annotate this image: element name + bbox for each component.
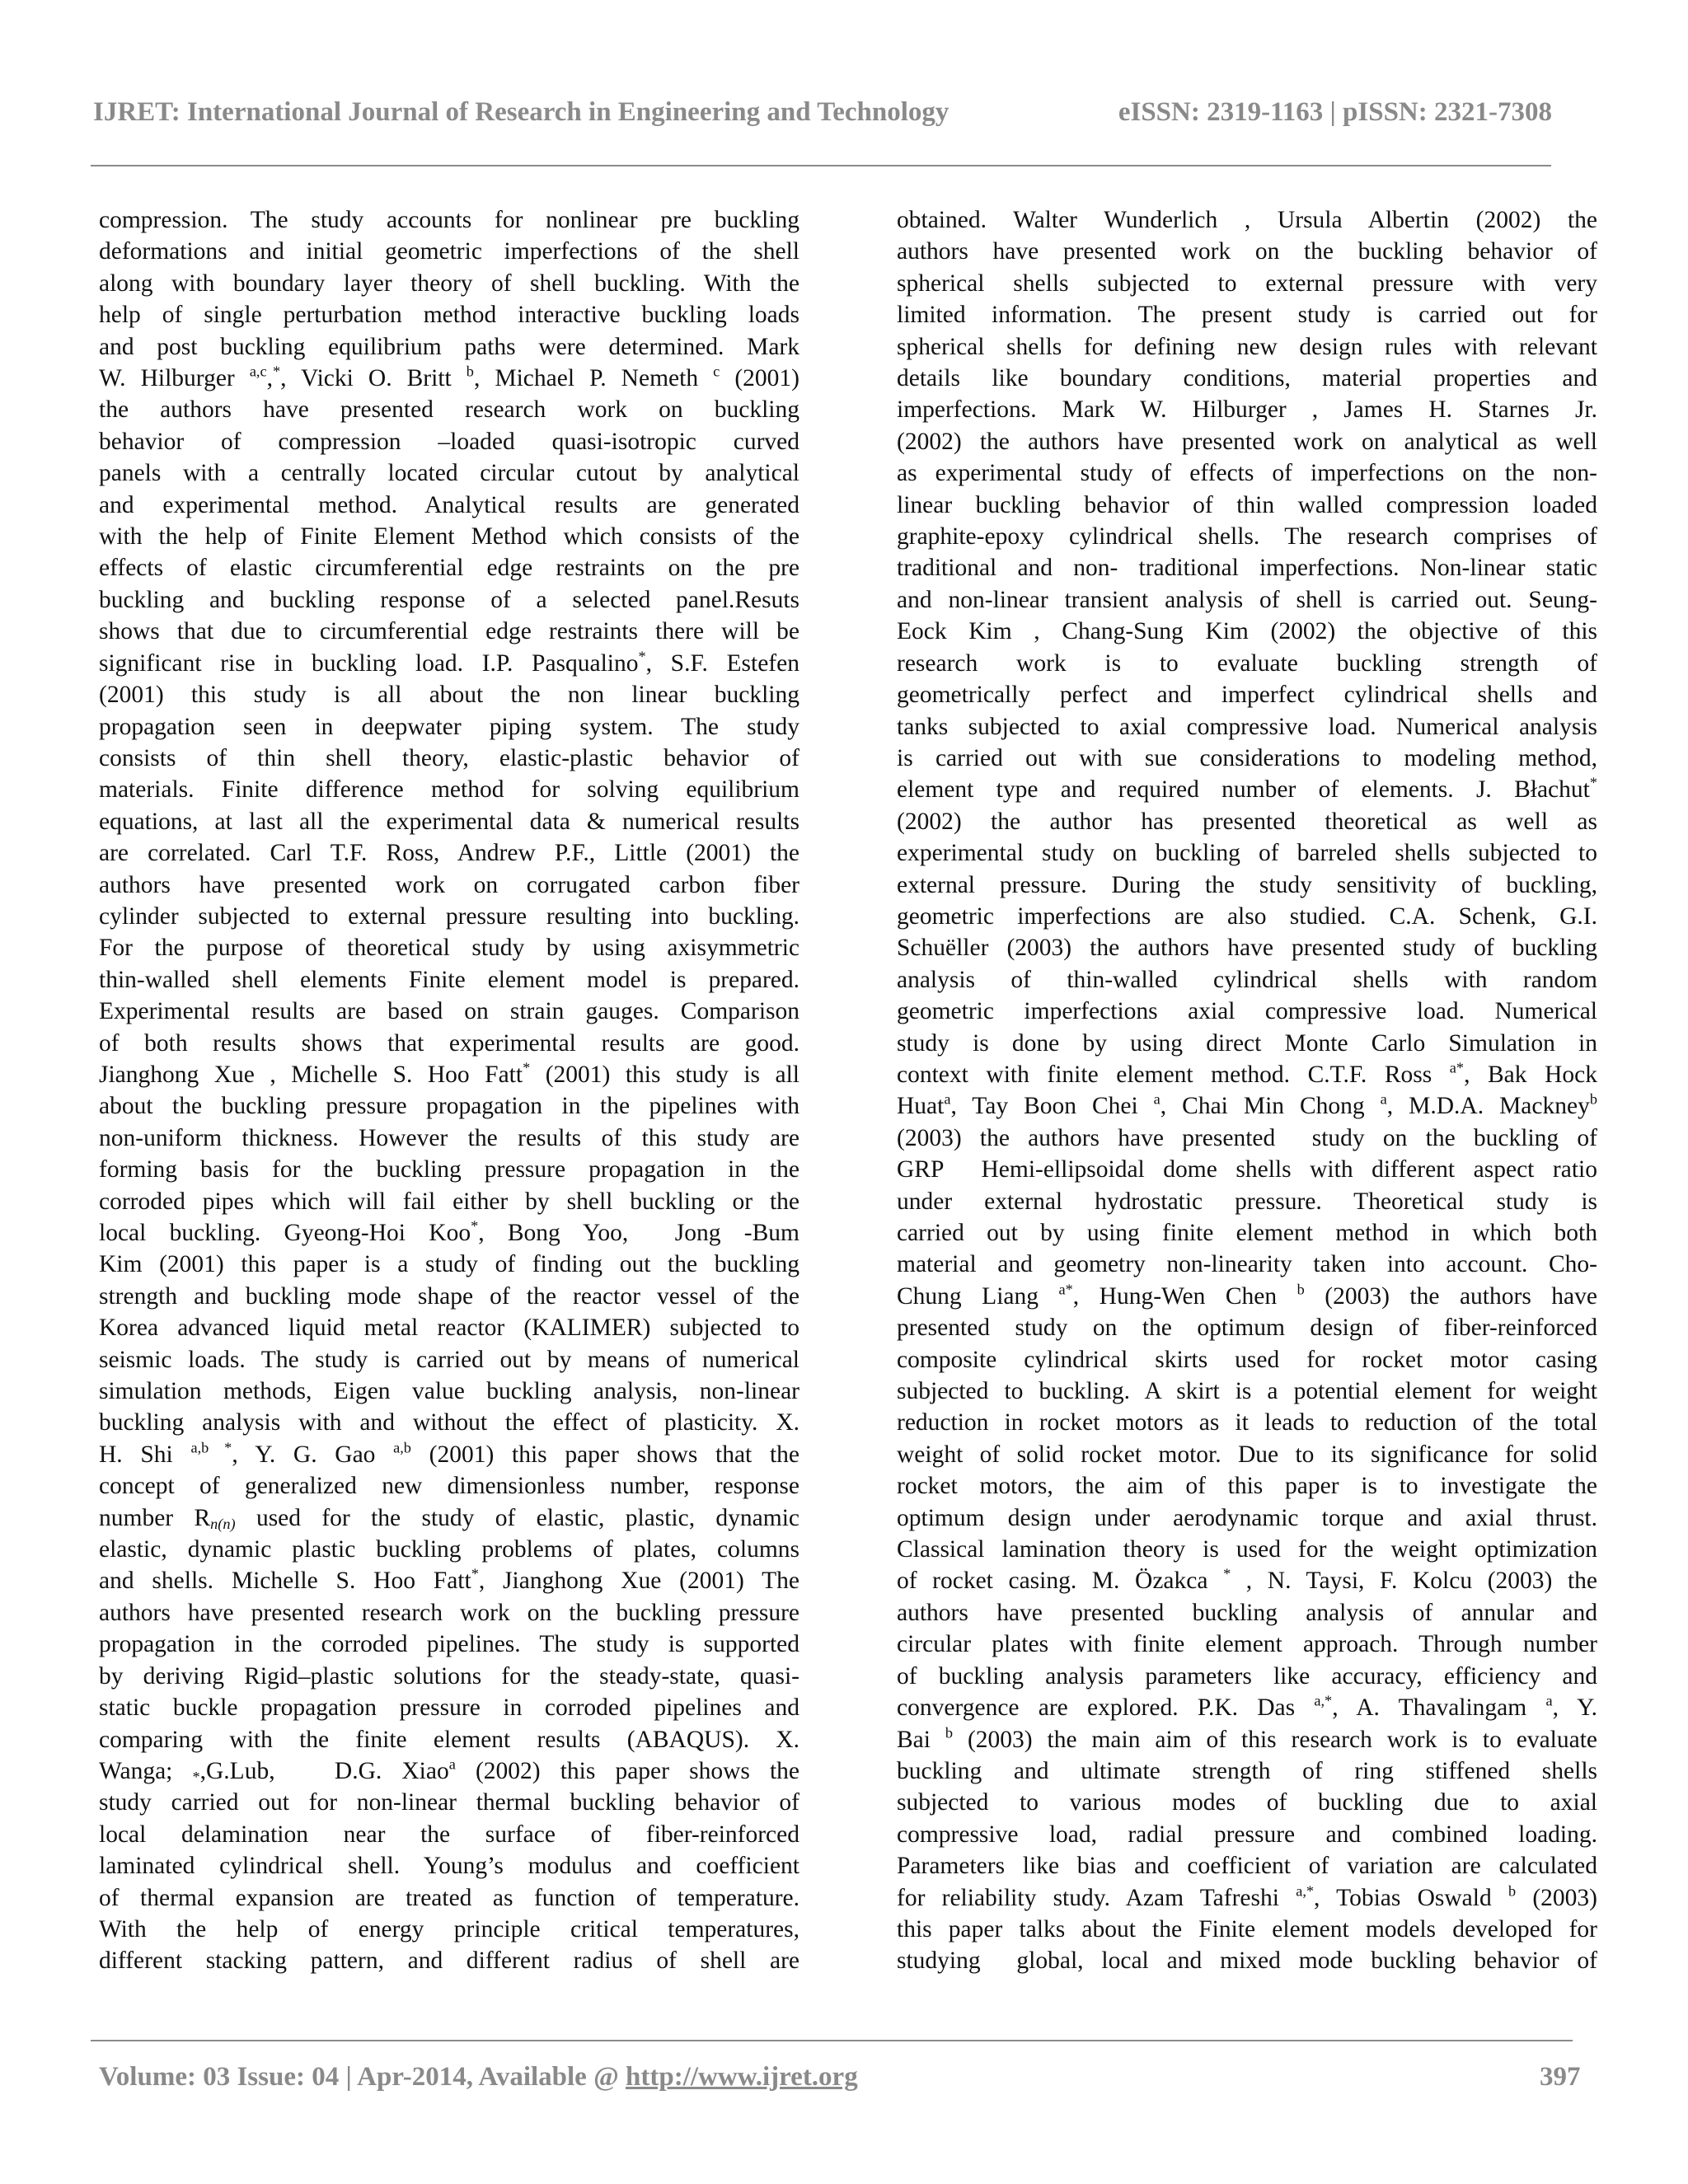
- text-line: geometric imperfections axial compressive load. Numerical: [897, 998, 1597, 1025]
- text-line: tanks subjected to axial compressive load. Numerical analysis: [897, 713, 1597, 740]
- text-line: concept of generalized new dimensionless number, response: [99, 1473, 799, 1500]
- text-line: (2003) the authors have presented study on the buckling of: [897, 1124, 1597, 1151]
- text-line: non-uniform thickness. However the results of this study are: [99, 1124, 799, 1151]
- text-line: authors have presented buckling analysis of annular and: [897, 1599, 1597, 1626]
- text-line: comparing with the finite element results (ABAQUS). X.: [99, 1726, 799, 1753]
- text-line: traditional and non- traditional imperfections. Non-linear static: [897, 555, 1597, 582]
- text-line: by deriving Rigid–plastic solutions for the steady-state, quasi-: [99, 1662, 799, 1690]
- text-line: and shells. Michelle S. Hoo Fatt*, Jianghong Xue (2001) The: [99, 1566, 799, 1595]
- text-line: buckling and ultimate strength of ring stiffened shells: [897, 1757, 1597, 1784]
- text-line: static buckle propagation pressure in corroded pipelines and: [99, 1694, 799, 1722]
- text-line: forming basis for the buckling pressure propagation in the: [99, 1156, 799, 1183]
- text-line: authors have presented work on the buckling behavior of: [897, 238, 1597, 265]
- text-line: material and geometry non-linearity taken into account. Cho-: [897, 1251, 1597, 1278]
- text-line: H. Shi $^{a,b *}$, Y. G. Gao $^{a,b}$ (2001) this paper shows that the: [99, 1439, 799, 1468]
- text-line: propagation in the corroded pipelines. The study is supported: [99, 1631, 799, 1658]
- text-line: obtained. Walter Wunderlich , Ursula Albertin (2002) the: [897, 207, 1597, 233]
- text-line: cylinder subjected to external pressure resulting into buckling.: [99, 902, 799, 930]
- text-line: With the help of energy principle critical temperatures,: [99, 1915, 799, 1943]
- text-line: Parameters like bias and coefficient of variation are calculated: [897, 1853, 1597, 1880]
- text-line: laminated cylindrical shell. Young’s modulus and coefficient: [99, 1853, 799, 1880]
- journal-url-link[interactable]: http://www.ijret.org: [626, 2062, 858, 2092]
- text-line: Experimental results are based on strain gauges. Comparison: [99, 998, 799, 1025]
- text-line: panels with a centrally located circular cutout by analytical: [99, 460, 799, 487]
- text-line: Wanga; $_*$,G.Lub, D.G. Xiao$^a$ (2002) this paper shows the: [99, 1755, 799, 1785]
- text-line: Huat$^a$, Tay Boon Chei $^a$, Chai Min Chong $^a$, M.D.A. Mackney$^b$: [897, 1091, 1597, 1120]
- text-line: about the buckling pressure propagation in the pipelines with: [99, 1093, 799, 1120]
- text-line: buckling and buckling response of a selected panel.Resuts: [99, 586, 799, 613]
- text-line: Eock Kim , Chang-Sung Kim (2002) the objective of this: [897, 618, 1597, 645]
- text-line: convergence are explored. P.K. Das $^{a,*}$, A. Thavalingam $^a$, Y.: [897, 1692, 1597, 1722]
- text-line: seismic loads. The study is carried out by means of numerical: [99, 1346, 799, 1373]
- text-line: circular plates with finite element approach. Through number: [897, 1631, 1597, 1658]
- text-line: details like boundary conditions, material properties and: [897, 365, 1597, 392]
- text-line: local buckling. Gyeong-Hoi Koo*, Bong Yoo, Jong -Bum: [99, 1217, 800, 1246]
- text-line: (2001) this study is all about the non linear buckling: [99, 682, 799, 709]
- text-line: behavior of compression –loaded quasi-isotropic curved: [99, 428, 799, 455]
- text-line: propagation seen in deepwater piping system. The study: [99, 713, 799, 740]
- text-line: effects of elastic circumferential edge restraints on the pre: [99, 555, 799, 582]
- text-line: experimental study on buckling of barreled shells subjected to: [897, 840, 1597, 867]
- text-line: Classical lamination theory is used for the weight optimization: [897, 1536, 1597, 1563]
- text-line: presented study on the optimum design of fiber-reinforced: [897, 1315, 1597, 1342]
- text-line: (2002) the author has presented theoretical as well as: [897, 808, 1597, 835]
- text-line: materials. Finite difference method for solving equilibrium: [99, 776, 799, 804]
- text-line: and non-linear transient analysis of shell is carried out. Seung-: [897, 586, 1597, 613]
- text-line: external pressure. During the study sensitivity of buckling,: [897, 871, 1597, 898]
- text-line: along with boundary layer theory of shell buckling. With the: [99, 269, 799, 297]
- text-line: linear buckling behavior of thin walled compression loaded: [897, 491, 1597, 518]
- text-line: of buckling analysis parameters like accuracy, efficiency and: [897, 1662, 1597, 1690]
- text-line: reduction in rocket motors as it leads to reduction of the total: [897, 1409, 1597, 1436]
- text-line: of rocket casing. M. Özakca * , N. Taysi, F. Kolcu (2003) the: [897, 1566, 1597, 1595]
- text-line: limited information. The present study is carried out for: [897, 302, 1597, 329]
- text-line: and experimental method. Analytical results are generated: [99, 491, 799, 518]
- header-divider: [91, 165, 1551, 166]
- text-line: graphite-epoxy cylindrical shells. The research comprises of: [897, 523, 1597, 551]
- text-line: spherical shells subjected to external pressure with very: [897, 269, 1597, 297]
- text-line: analysis of thin-walled cylindrical shells with random: [897, 966, 1597, 993]
- journal-title: IJRET: International Journal of Research in Engineering and Technology: [93, 97, 950, 127]
- page-number: 397: [1540, 2062, 1581, 2092]
- text-line: the authors have presented research work on buckling: [99, 396, 799, 424]
- text-line: studying global, local and mixed mode buckling behavior of: [897, 1947, 1597, 1975]
- text-line: of both results shows that experimental results are good.: [99, 1029, 799, 1057]
- footer-divider: [91, 2040, 1573, 2041]
- text-line: rocket motors, the aim of this paper is to investigate the: [897, 1473, 1597, 1500]
- text-line: research work is to evaluate buckling strength of: [897, 649, 1597, 677]
- text-line: Kim (2001) this paper is a study of finding out the buckling: [99, 1251, 799, 1278]
- text-line: optimum design under aerodynamic torque and axial thrust.: [897, 1504, 1597, 1531]
- text-line: this paper talks about the Finite element models developed for: [897, 1915, 1597, 1943]
- volume-info: Volume: 03 Issue: 04 | Apr-2014, Available @: [99, 2062, 626, 2092]
- text-line: deformations and initial geometric imperfections of the shell: [99, 238, 799, 265]
- text-line: of thermal expansion are treated as function of temperature.: [99, 1884, 799, 1911]
- text-line: (2002) the authors have presented work on analytical as well: [897, 428, 1597, 455]
- text-line: help of single perturbation method interactive buckling loads: [99, 302, 799, 329]
- text-line: under external hydrostatic pressure. Theoretical study is: [897, 1188, 1597, 1215]
- text-line: spherical shells for defining new design rules with relevant: [897, 333, 1597, 360]
- right-text-column: [897, 204, 1597, 1977]
- text-line: compression. The study accounts for nonlinear pre buckling: [99, 207, 799, 233]
- text-line: local delamination near the surface of fiber-reinforced: [99, 1821, 799, 1848]
- text-line: Korea advanced liquid metal reactor (KALIMER) subjected to: [99, 1315, 799, 1342]
- text-line: carried out by using finite element method in which both: [897, 1220, 1597, 1246]
- text-line: consists of thin shell theory, elastic-plastic behavior of: [99, 744, 799, 771]
- text-line: context with finite element method. C.T.F. Ross $^{a*}$, Bak Hock: [897, 1059, 1597, 1088]
- text-line: authors have presented research work on the buckling pressure: [99, 1599, 799, 1626]
- text-line: study is done by using direct Monte Carlo Simulation in: [897, 1029, 1597, 1057]
- text-line: is carried out with sue considerations to modeling method,: [897, 744, 1597, 771]
- text-line: Schuëller (2003) the authors have presented study of buckling: [897, 935, 1597, 962]
- text-line: Bai $^b$ (2003) the main aim of this research work is to evaluate: [897, 1724, 1598, 1753]
- text-line: For the purpose of theoretical study by using axisymmetric: [99, 935, 799, 962]
- text-line: different stacking pattern, and different radius of shell are: [99, 1947, 799, 1975]
- page-footer: [99, 2062, 1582, 2093]
- text-line: number $R_{n(n)}$ used for the study of elastic, plastic, dynamic: [99, 1504, 799, 1532]
- text-line: W. Hilburger $^{a,c}$,*, Vicki O. Britt $^b$, Michael P. Nemeth $^c$ (2001): [99, 363, 799, 392]
- text-line: imperfections. Mark W. Hilburger , James H. Starnes Jr.: [897, 396, 1597, 424]
- text-line: elastic, dynamic plastic buckling problems of plates, columns: [99, 1536, 799, 1563]
- text-line: weight of solid rocket motor. Due to its significance for solid: [897, 1441, 1597, 1468]
- issn-info: eISSN: 2319-1163 | pISSN: 2321-7308: [1118, 97, 1552, 127]
- text-line: thin-walled shell elements Finite element model is prepared.: [99, 966, 799, 993]
- text-line: shows that due to circumferential edge restraints there will be: [99, 618, 799, 645]
- text-line: element type and required number of elements. J. Błachut*: [897, 774, 1597, 804]
- text-line: equations, at last all the experimental data & numerical results: [99, 808, 799, 835]
- left-text-column: [99, 204, 799, 1977]
- text-line: GRP Hemi-ellipsoidal dome shells with different aspect ratio: [897, 1156, 1597, 1183]
- text-line: simulation methods, Eigen value buckling analysis, non-linear: [99, 1378, 799, 1405]
- text-line: composite cylindrical skirts used for rocket motor casing: [897, 1346, 1597, 1373]
- text-line: and post buckling equilibrium paths were determined. Mark: [99, 333, 799, 360]
- text-line: Chung Liang $^{a*}$, Hung-Wen Chen $^b$ (2003) the authors have: [897, 1281, 1597, 1310]
- text-line: study carried out for non-linear thermal buckling behavior of: [99, 1789, 799, 1816]
- text-line: Jianghong Xue , Michelle S. Hoo Fatt* (2001) this study is all: [99, 1059, 800, 1088]
- text-line: subjected to buckling. A skirt is a potential element for weight: [897, 1378, 1597, 1405]
- text-line: as experimental study of effects of imperfections on the non-: [897, 460, 1597, 487]
- text-line: subjected to various modes of buckling due to axial: [897, 1789, 1597, 1816]
- text-line: buckling analysis with and without the effect of plasticity. X.: [99, 1409, 799, 1436]
- text-line: with the help of Finite Element Method which consists of the: [99, 523, 799, 551]
- text-line: corroded pipes which will fail either by shell buckling or the: [99, 1188, 799, 1215]
- text-line: compressive load, radial pressure and combined loading.: [897, 1821, 1597, 1848]
- text-line: geometrically perfect and imperfect cylindrical shells and: [897, 682, 1597, 709]
- text-line: significant rise in buckling load. I.P. Pasqualino*, S.F. Estefen: [99, 648, 799, 677]
- text-line: geometric imperfections are also studied. C.A. Schenk, G.I.: [897, 902, 1597, 930]
- text-line: strength and buckling mode shape of the reactor vessel of the: [99, 1282, 799, 1310]
- text-line: authors have presented work on corrugated carbon fiber: [99, 871, 799, 898]
- text-line: are correlated. Carl T.F. Ross, Andrew P.F., Little (2001) the: [99, 840, 799, 867]
- text-line: for reliability study. Azam Tafreshi $^{a,*}$, Tobias Oswald $^b$ (2003): [897, 1882, 1598, 1911]
- page-header: [93, 97, 1552, 128]
